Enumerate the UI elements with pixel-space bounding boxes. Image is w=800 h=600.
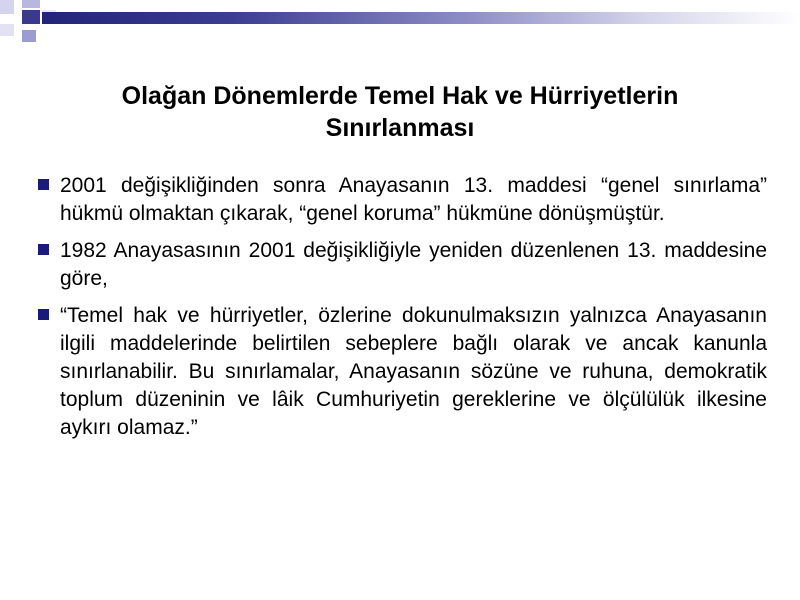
decor-square	[0, 24, 14, 36]
bullet-item	[36, 302, 767, 442]
bullet-list	[36, 172, 767, 451]
square-bullet-icon	[38, 179, 49, 190]
slide-title-line-1: Olağan Dönemlerde Temel Hak ve Hürriyetlerin	[121, 82, 679, 110]
bullet-text: 2001 değişikliğinden sonra Anayasanın 13. maddesi “genel sınırlama” hükmü olmaktan çıkarak, “genel koruma” hükmüne dönüşmüştür.	[60, 174, 767, 225]
square-bullet-icon	[38, 309, 49, 320]
header-gradient-bar	[42, 12, 800, 24]
slide-title	[40, 80, 760, 144]
slide-title-line-2: Sınırlanması	[325, 114, 475, 142]
decor-square	[22, 30, 36, 42]
bullet-text: 1982 Anayasasının 2001 değişikliğiyle yeniden düzenlenen 13. maddesine göre,	[60, 239, 767, 290]
square-bullet-icon	[38, 244, 49, 255]
decor-square	[22, 10, 40, 24]
bullet-item	[36, 237, 767, 293]
decor-square	[0, 0, 14, 14]
bullet-text: “Temel hak ve hürriyetler, özlerine dokunulmaksızın yalnızca Anayasanın ilgili maddelerinde belirtilen sebeplere bağlı olarak ve ancak kanunla sınırlanabilir. Bu sınırlamalar, Anayasanın sözüne ve ruhuna, demokratik toplum düzeninin ve lâik Cumhuriyetin gereklerine ve ölçülülük ilkesine aykırı olamaz.”	[60, 304, 767, 439]
corner-decoration	[0, 0, 70, 60]
decor-square	[22, 0, 40, 8]
bullet-item	[36, 172, 767, 228]
